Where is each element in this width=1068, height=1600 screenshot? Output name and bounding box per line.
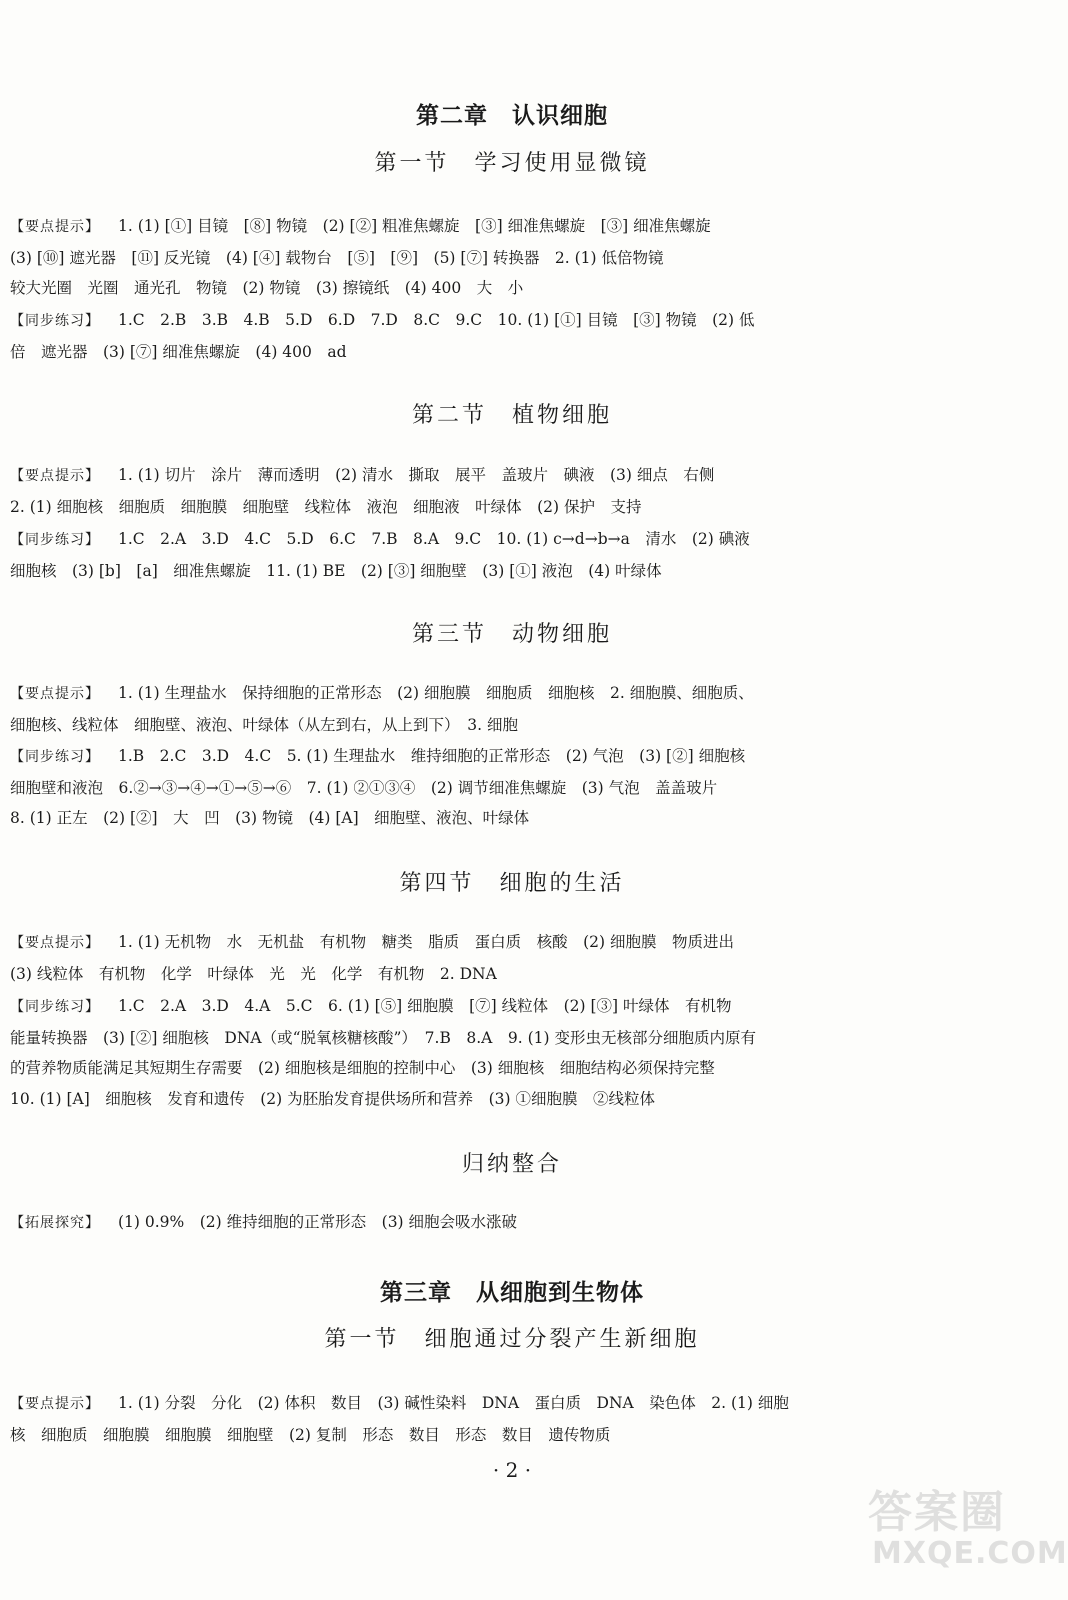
text-line (10, 460, 990, 492)
text-line (10, 741, 990, 773)
text-line: 细胞壁和液泡 6.②→③→④→①→⑤→⑥ 7. (1) ②①③④ (2) 调节细准焦螺旋 (3) 气泡 盖盖玻片 (10, 778, 718, 797)
text-line: 2. (1) 细胞核 细胞质 细胞膜 细胞壁 线粒体 液泡 细胞液 叶绿体 (2) 保护 支持 (10, 497, 642, 516)
s3-practice (10, 741, 990, 834)
section-2-title: 第二节 植物细胞 (411, 403, 612, 428)
text-line: 的营养物质能满足其短期生存需要 (2) 细胞核是细胞的控制中心 (3) 细胞核 细胞结构必须保持完整 (10, 1059, 715, 1077)
text-line-content: 1. (1) 切片 涂片 薄而透明 (2) 清水 撕取 展平 盖玻片 碘液 (3) 细点 右侧 (118, 466, 715, 484)
text-line (10, 927, 990, 959)
text-line-content: 1. (1) 无机物 水 无机盐 有机物 糖类 脂质 蛋白质 核酸 (2) 细胞膜 物质进出 (118, 933, 734, 951)
s4-practice (10, 991, 990, 1114)
watermark-logo (868, 1476, 1068, 1586)
text-line (10, 1388, 990, 1420)
text-line-content: 1.B 2.C 3.D 4.C 5. (1) 生理盐水 维持细胞的正常形态 (2) 气泡 (3) [②] 细胞核 (118, 747, 746, 765)
text-line: 细胞核 (3) [b] [a] 细准焦螺旋 11. (1) BE (2) [③] 细胞壁 (3) [①] 液泡 (4) 叶绿体 (10, 561, 662, 580)
text-line-content: 1.C 2.A 3.D 4.A 5.C 6. (1) [⑤] 细胞膜 [⑦] 线粒体 (2) [③] 叶绿体 有机物 (118, 997, 732, 1015)
section-1-title: 第一节 学习使用显微镜 (374, 151, 650, 176)
text-line: 核 细胞质 细胞膜 细胞膜 细胞壁 (2) 复制 形态 数目 形态 数目 遗传物质 (10, 1425, 611, 1444)
s4-key-points (10, 927, 990, 989)
extension-tag: 【拓展探究】 (10, 1215, 100, 1231)
s2-key-points (10, 460, 990, 522)
chapter-2-title: 第二章 认识细胞 (416, 103, 608, 129)
text-line-content: 1. (1) 生理盐水 保持细胞的正常形态 (2) 细胞膜 细胞质 细胞核 2. 细胞膜、细胞质、 (118, 684, 754, 702)
text-line (10, 305, 990, 337)
summary-title: 归纳整合 (461, 1152, 562, 1177)
s1-practice (10, 305, 990, 367)
text-line: 8. (1) 正左 (2) [②] 大 凹 (3) 物镜 (4) [A] 细胞壁、液泡、叶绿体 (10, 809, 530, 827)
key-points-tag: 【要点提示】 (10, 219, 100, 235)
ch3-section-1-title: 第一节 细胞通过分裂产生新细胞 (324, 1327, 700, 1352)
key-points-tag: 【要点提示】 (10, 686, 100, 702)
chapter-3-title: 第三章 从细胞到生物体 (380, 1280, 644, 1306)
text-line: 细胞核、线粒体 细胞壁、液泡、叶绿体（从左到右，从上到下） 3. 细胞 (10, 715, 518, 734)
section-3-title: 第三节 动物细胞 (411, 622, 612, 647)
key-points-tag: 【要点提示】 (10, 1396, 100, 1412)
practice-tag: 【同步练习】 (10, 999, 100, 1015)
text-line-content: 1. (1) 分裂 分化 (2) 体积 数目 (3) 碱性染料 DNA 蛋白质 DNA 染色体 2. (1) 细胞 (118, 1394, 789, 1412)
text-line-content: (1) 0.9% (2) 维持细胞的正常形态 (3) 细胞会吸水涨破 (118, 1213, 518, 1231)
text-line-content: 1.C 2.A 3.D 4.C 5.D 6.C 7.B 8.A 9.C 10. (1) c→d→b→a 清水 (2) 碘液 (118, 530, 750, 548)
key-points-tag: 【要点提示】 (10, 935, 100, 951)
text-line (10, 524, 990, 556)
text-line (10, 678, 990, 710)
text-line: 倍 遮光器 (3) [⑦] 细准焦螺旋 (4) 400 ad (10, 342, 347, 361)
text-line (10, 991, 990, 1023)
page-number: · 2 · (492, 1458, 532, 1482)
s1-key-points (10, 211, 990, 304)
s3-key-points (10, 678, 990, 740)
key-points-tag: 【要点提示】 (10, 468, 100, 484)
summary-extension (10, 1207, 990, 1239)
practice-tag: 【同步练习】 (10, 749, 100, 765)
text-line: 较大光圈 光圈 通光孔 物镜 (2) 物镜 (3) 擦镜纸 (4) 400 大 小 (10, 279, 524, 297)
text-line: 能量转换器 (3) [②] 细胞核 DNA（或“脱氧核糖核酸”） 7.B 8.A 9. (1) 变形虫无核部分细胞质内原有 (10, 1028, 756, 1047)
practice-tag: 【同步练习】 (10, 532, 100, 548)
text-line-content: 1.C 2.B 3.B 4.B 5.D 6.D 7.D 8.C 9.C 10. (1) [①] 目镜 [③] 物镜 (2) 低 (118, 311, 755, 329)
text-line (10, 211, 990, 243)
text-line-content: 1. (1) [①] 目镜 [⑧] 物镜 (2) [②] 粗准焦螺旋 [③] 细准焦螺旋 [③] 细准焦螺旋 (118, 217, 711, 235)
text-line: (3) [⑩] 遮光器 [⑪] 反光镜 (4) [④] 载物台 [⑤] [⑨] (5) [⑦] 转换器 2. (1) 低倍物镜 (10, 248, 664, 267)
text-line: 10. (1) [A] 细胞核 发育和遗传 (2) 为胚胎发育提供场所和营养 (3) ①细胞膜 ②线粒体 (10, 1089, 656, 1108)
watermark-line-1: 答案圈 (868, 1487, 1006, 1538)
text-line: (3) 线粒体 有机物 化学 叶绿体 光 光 化学 有机物 2. DNA (10, 964, 497, 983)
watermark-line-2: MXQE.COM (872, 1536, 1068, 1571)
practice-tag: 【同步练习】 (10, 313, 100, 329)
section-4-title: 第四节 细胞的生活 (399, 871, 625, 896)
text-line (10, 1207, 990, 1239)
ch3-s1-key-points (10, 1388, 990, 1450)
s2-practice (10, 524, 990, 586)
